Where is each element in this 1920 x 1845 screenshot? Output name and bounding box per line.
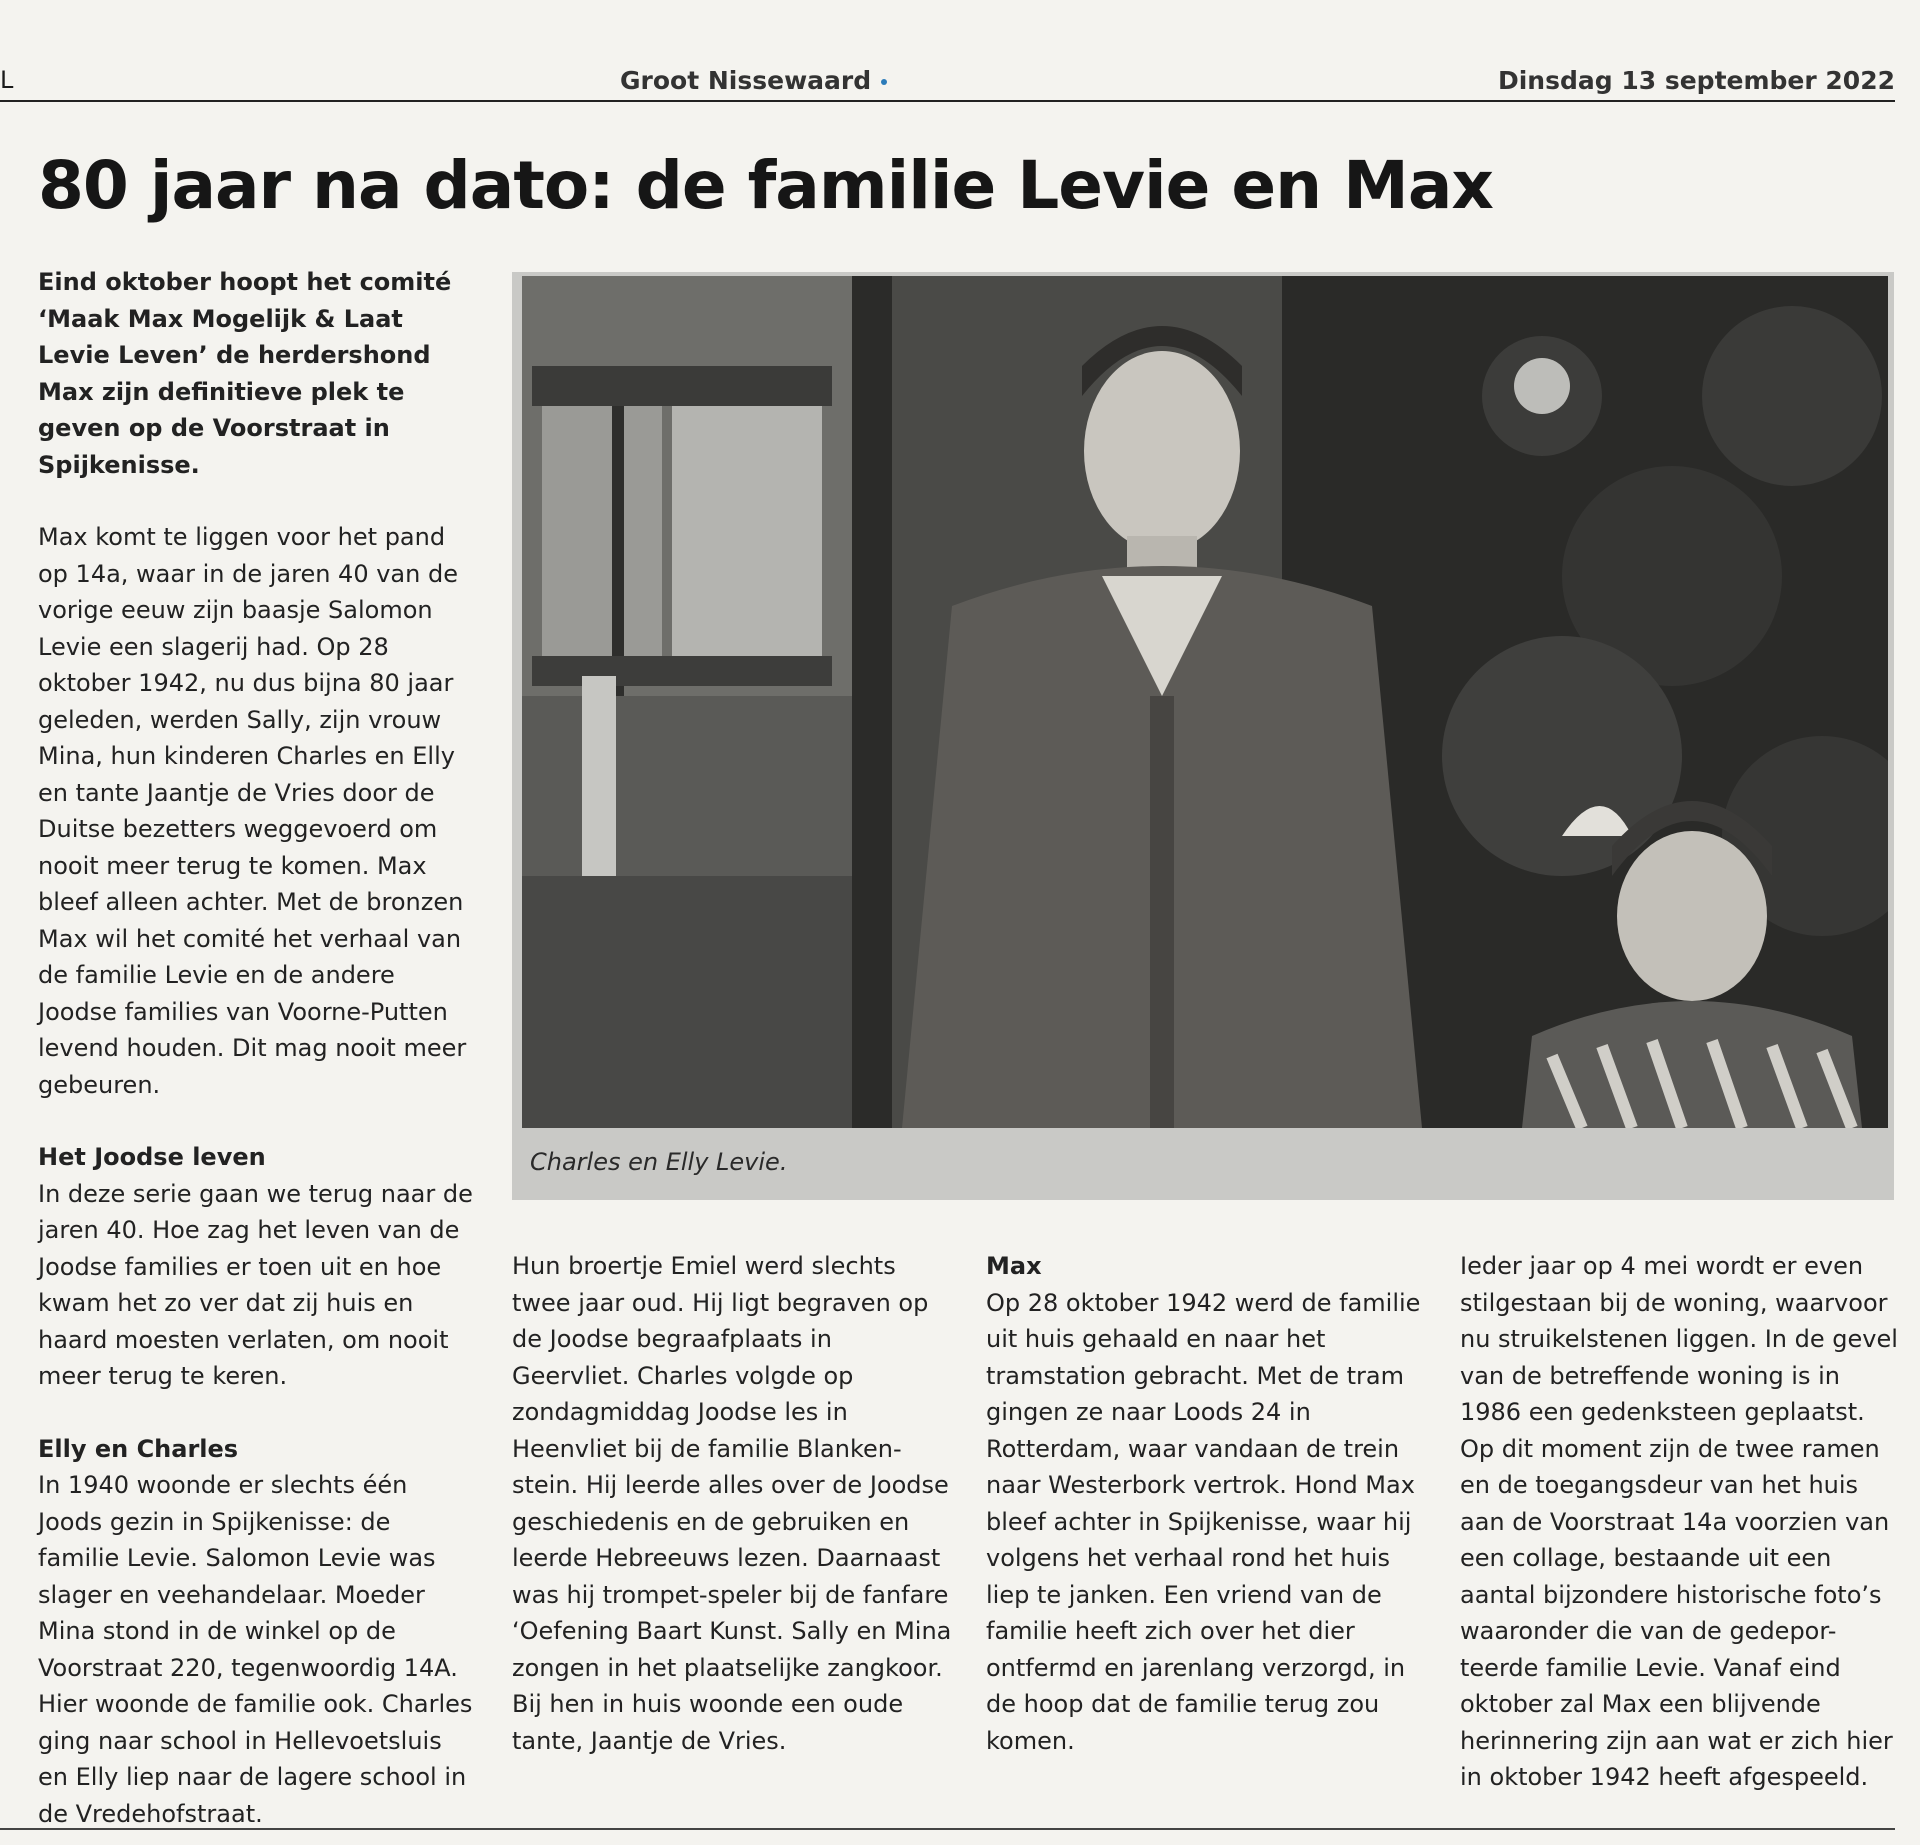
column-3 [986,1248,1426,1759]
subheading-joods: Het Joodse leven [38,1143,266,1171]
photo-illustration [522,276,1888,1128]
body-paragraph-col2: Hun broertje Emiel werd slechts twee jaar oud. Hij ligt begraven op de Joodse begraafplaats in Geervliet. Charles volgde op zondagmiddag Joodse les in Heenvliet bij de familie Blanken-stein. Hij leerde alles over de Joodse geschiedenis en de gebruiken en leerde Hebreeuws lezen. Daarnaast was hij trompet-speler bij de fanfare ‘Oefening Baart Kunst. Sally en Mina zongen in het plaatselijke zangkoor. Bij hen in huis woonde een oude tante, Jaantje de Vries. [512,1252,952,1755]
column-4 [1460,1248,1900,1796]
body-paragraph-elly: In 1940 woonde er slechts één Joods gezin in Spijkenisse: de familie Levie. Salomon Levie was slager en veehandelaar. Moeder Mina stond in de winkel op de Voorstraat 220, tegenwoordig 14A. Hier woonde de familie ook. Charles ging naar school in Hellevoetsluis en Elly liep naar de lagere school in de Vredehofstraat. [38,1471,473,1828]
publication-name-text: Groot Nissewaard [620,66,872,95]
body-paragraph-col4: Ieder jaar op 4 mei wordt er even stilgestaan bij de woning, waarvoor nu struikelstenen liggen. In de gevel van de betreffende woning is in 1986 een gedenksteen geplaatst. Op dit moment zijn de twee ramen en de toegangsdeur van het huis aan de Voorstraat 14a voorzien van een collage, bestaande uit een aantal bijzondere historische foto’s waaronder die van de gedepor-teerde familie Levie. Vanaf eind oktober zal Max een blijvende herinnering zijn aan wat er zich hier in oktober 1942 heeft afgespeeld. [1460,1252,1898,1791]
column-1 [38,264,478,1832]
dot-icon [881,79,887,85]
body-paragraph: Max komt te liggen voor het pand op 14a, waar in de jaren 40 van de vorige eeuw zijn baasje Salomon Levie een slagerij had. Op 28 oktober 1942, nu dus bijna 80 jaar geleden, werden Sally, zijn vrouw Mina, hun kinderen Charles en Elly en tante Jaantje de Vries door de Duitse bezetters weggevoerd om nooit meer terug te komen. Max bleef alleen achter. Met de bronzen Max wil het comité het verhaal van de familie Levie en de andere Joodse families van Voorne-Putten levend houden. Dit mag nooit meer gebeuren. [38,523,467,1099]
page-edge-mark: L [0,66,14,94]
bottom-rule [0,1828,1895,1830]
publication-name [620,66,887,95]
photo-frame [512,272,1894,1200]
historical-photo [522,276,1888,1128]
column-2 [512,1248,952,1759]
subheading-elly: Elly en Charles [38,1434,239,1463]
masthead [0,62,1895,102]
subheading-max: Max [986,1252,1042,1280]
issue-date: Dinsdag 13 september 2022 [1497,66,1895,95]
body-paragraph-joods: In deze serie gaan we terug naar de jaren 40. Hoe zag het leven van de Joodse families er toen uit en hoe kwam het zo ver dat zij huis en haard moesten verlaten, om nooit meer terug te keren. [38,1179,473,1390]
intro-paragraph: Eind oktober hoopt het comité ‘Maak Max Mogelijk & Laat Levie Leven’ de herdershond Max zijn definitieve plek te geven op de Voorstraat in Spijkenisse. [38,268,452,479]
headline: 80 jaar na dato: de familie Levie en Max [38,147,1493,224]
photo-caption: Charles en Elly Levie. [530,1148,788,1176]
body-paragraph-max: Op 28 oktober 1942 werd de familie uit huis gehaald en naar het tramstation gebracht. Met de tram gingen ze naar Loods 24 in Rotterdam, waar vandaan de trein naar Westerbork vertrok. Hond Max bleef achter in Spijkenisse, waar hij volgens het verhaal rond het huis liep te janken. Een vriend van de familie heeft zich over het dier ontfermd en jarenlang verzorgd, in de hoop dat de familie terug zou komen. [986,1288,1421,1755]
